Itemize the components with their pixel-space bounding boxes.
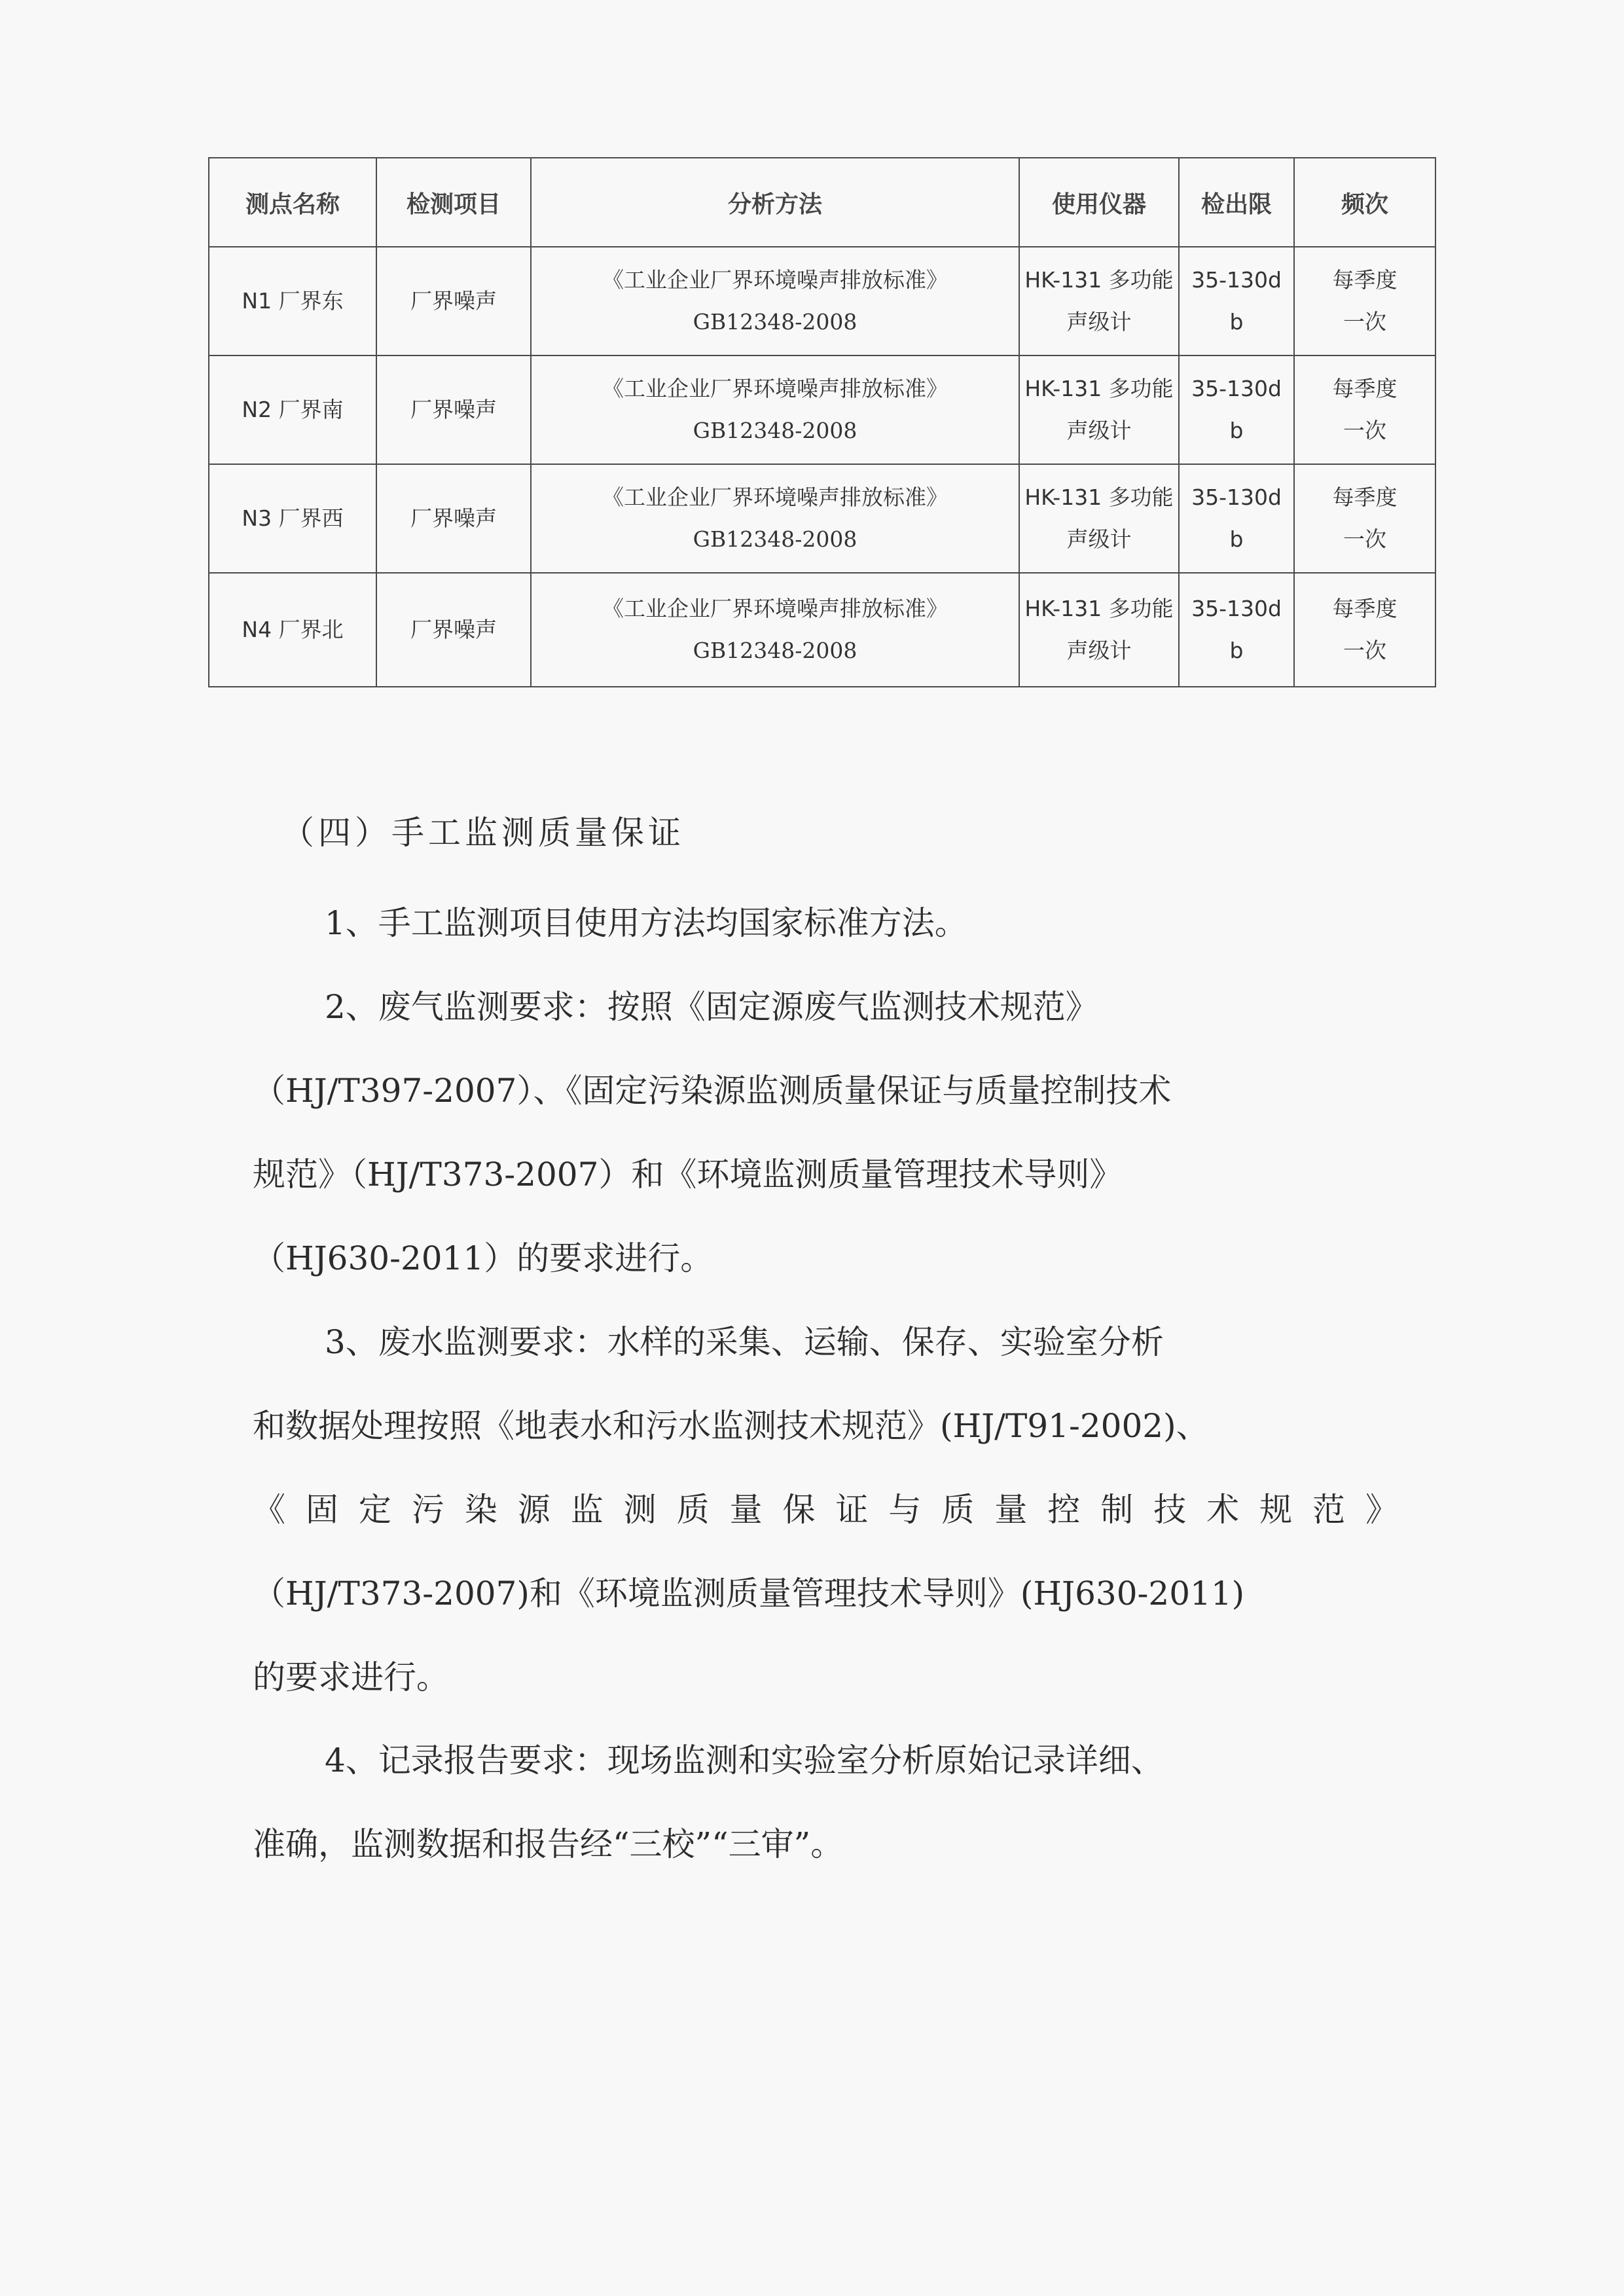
paragraph-line: 1、手工监测项目使用方法均国家标准方法。 bbox=[325, 904, 967, 942]
method-code: GB12348-2008 bbox=[693, 418, 857, 443]
method-standard: 《工业企业厂界环境噪声排放标准》 bbox=[602, 484, 948, 510]
paragraph-standard-methods bbox=[253, 881, 1398, 965]
limit-unit: b bbox=[1229, 309, 1244, 335]
instrument-type: 声级计 bbox=[1066, 526, 1132, 552]
cell-item: 厂界噪声 bbox=[376, 464, 531, 573]
paragraph-line: 2、废气监测要求：按照《固定源废气监测技术规范》 bbox=[325, 988, 1098, 1026]
frequency-count: 一次 bbox=[1343, 526, 1386, 552]
paragraph-line: （HJ/T397-2007）、《固定污染源监测质量保证与质量控制技术 bbox=[253, 1072, 1172, 1110]
cell-limit bbox=[1179, 247, 1294, 355]
paragraph-record-report bbox=[253, 1719, 1398, 1886]
method-standard: 《工业企业厂界环境噪声排放标准》 bbox=[602, 596, 948, 621]
cell-instrument bbox=[1019, 573, 1179, 687]
instrument-model: HK-131 多功能 bbox=[1024, 267, 1174, 293]
frequency-period: 每季度 bbox=[1332, 376, 1398, 401]
paragraph-line: （HJ/T373-2007)和《环境监测质量管理技术导则》(HJ630-2011) bbox=[253, 1575, 1245, 1613]
paragraph-line: 的要求进行。 bbox=[253, 1658, 449, 1696]
cell-limit bbox=[1179, 464, 1294, 573]
header-detection-limit: 检出限 bbox=[1179, 158, 1294, 247]
cell-item: 厂界噪声 bbox=[376, 355, 531, 464]
cell-method bbox=[531, 247, 1019, 355]
cell-instrument bbox=[1019, 355, 1179, 464]
table-header-row bbox=[209, 158, 1435, 247]
cell-instrument bbox=[1019, 464, 1179, 573]
table-row bbox=[209, 247, 1435, 355]
cell-point: N3 厂界西 bbox=[209, 464, 376, 573]
instrument-model: HK-131 多功能 bbox=[1024, 484, 1174, 510]
header-instrument: 使用仪器 bbox=[1019, 158, 1179, 247]
frequency-count: 一次 bbox=[1343, 309, 1386, 335]
method-code: GB12348-2008 bbox=[693, 638, 857, 663]
cell-frequency bbox=[1294, 464, 1435, 573]
cell-frequency bbox=[1294, 247, 1435, 355]
table-row bbox=[209, 355, 1435, 464]
header-frequency: 频次 bbox=[1294, 158, 1435, 247]
paragraph-exhaust-gas bbox=[253, 965, 1398, 1300]
method-code: GB12348-2008 bbox=[693, 309, 857, 335]
limit-range: 35-130d bbox=[1191, 267, 1282, 293]
cell-method bbox=[531, 464, 1019, 573]
limit-range: 35-130d bbox=[1191, 596, 1282, 621]
limit-unit: b bbox=[1229, 638, 1244, 663]
cell-method bbox=[531, 573, 1019, 687]
monitoring-table bbox=[208, 157, 1436, 687]
limit-range: 35-130d bbox=[1191, 484, 1282, 510]
cell-limit bbox=[1179, 573, 1294, 687]
paragraph-line: 准确，监测数据和报告经“三校”“三审”。 bbox=[253, 1825, 844, 1863]
cell-point: N2 厂界南 bbox=[209, 355, 376, 464]
cell-frequency bbox=[1294, 573, 1435, 687]
limit-unit: b bbox=[1229, 418, 1244, 443]
limit-unit: b bbox=[1229, 526, 1244, 552]
frequency-period: 每季度 bbox=[1332, 596, 1398, 621]
frequency-count: 一次 bbox=[1343, 638, 1386, 663]
instrument-model: HK-131 多功能 bbox=[1024, 376, 1174, 401]
instrument-type: 声级计 bbox=[1066, 638, 1132, 663]
frequency-period: 每季度 bbox=[1332, 484, 1398, 510]
instrument-type: 声级计 bbox=[1066, 309, 1132, 335]
method-code: GB12348-2008 bbox=[693, 526, 857, 552]
cell-method bbox=[531, 355, 1019, 464]
cell-frequency bbox=[1294, 355, 1435, 464]
instrument-model: HK-131 多功能 bbox=[1024, 596, 1174, 621]
paragraph-line: 和数据处理按照《地表水和污水监测技术规范》(HJ/T91-2002)、 bbox=[253, 1407, 1209, 1445]
paragraph-line: 4、记录报告要求：现场监测和实验室分析原始记录详细、 bbox=[325, 1741, 1164, 1779]
limit-range: 35-130d bbox=[1191, 376, 1282, 401]
cell-point: N1 厂界东 bbox=[209, 247, 376, 355]
cell-point: N4 厂界北 bbox=[209, 573, 376, 687]
header-test-item: 检测项目 bbox=[376, 158, 531, 247]
cell-instrument bbox=[1019, 247, 1179, 355]
header-point-name: 测点名称 bbox=[209, 158, 376, 247]
cell-limit bbox=[1179, 355, 1294, 464]
cell-item: 厂界噪声 bbox=[376, 247, 531, 355]
paragraph-line: 规范》（HJ/T373-2007）和《环境监测质量管理技术导则》 bbox=[253, 1156, 1123, 1194]
paragraph-line: （HJ630-2011）的要求进行。 bbox=[253, 1239, 713, 1277]
table-row bbox=[209, 573, 1435, 687]
header-analysis-method: 分析方法 bbox=[531, 158, 1019, 247]
frequency-count: 一次 bbox=[1343, 418, 1386, 443]
instrument-type: 声级计 bbox=[1066, 418, 1132, 443]
paragraph-line: 3、废水监测要求：水样的采集、运输、保存、实验室分析 bbox=[325, 1323, 1164, 1361]
section-heading: （四）手工监测质量保证 bbox=[281, 814, 685, 852]
method-standard: 《工业企业厂界环境噪声排放标准》 bbox=[602, 267, 948, 293]
table-row bbox=[209, 464, 1435, 573]
frequency-period: 每季度 bbox=[1332, 267, 1398, 293]
paragraph-line: 《固定污染源监测质量保证与质量控制技术规范》 bbox=[253, 1491, 1398, 1529]
method-standard: 《工业企业厂界环境噪声排放标准》 bbox=[602, 376, 948, 401]
cell-item: 厂界噪声 bbox=[376, 573, 531, 687]
paragraph-wastewater bbox=[253, 1300, 1398, 1719]
